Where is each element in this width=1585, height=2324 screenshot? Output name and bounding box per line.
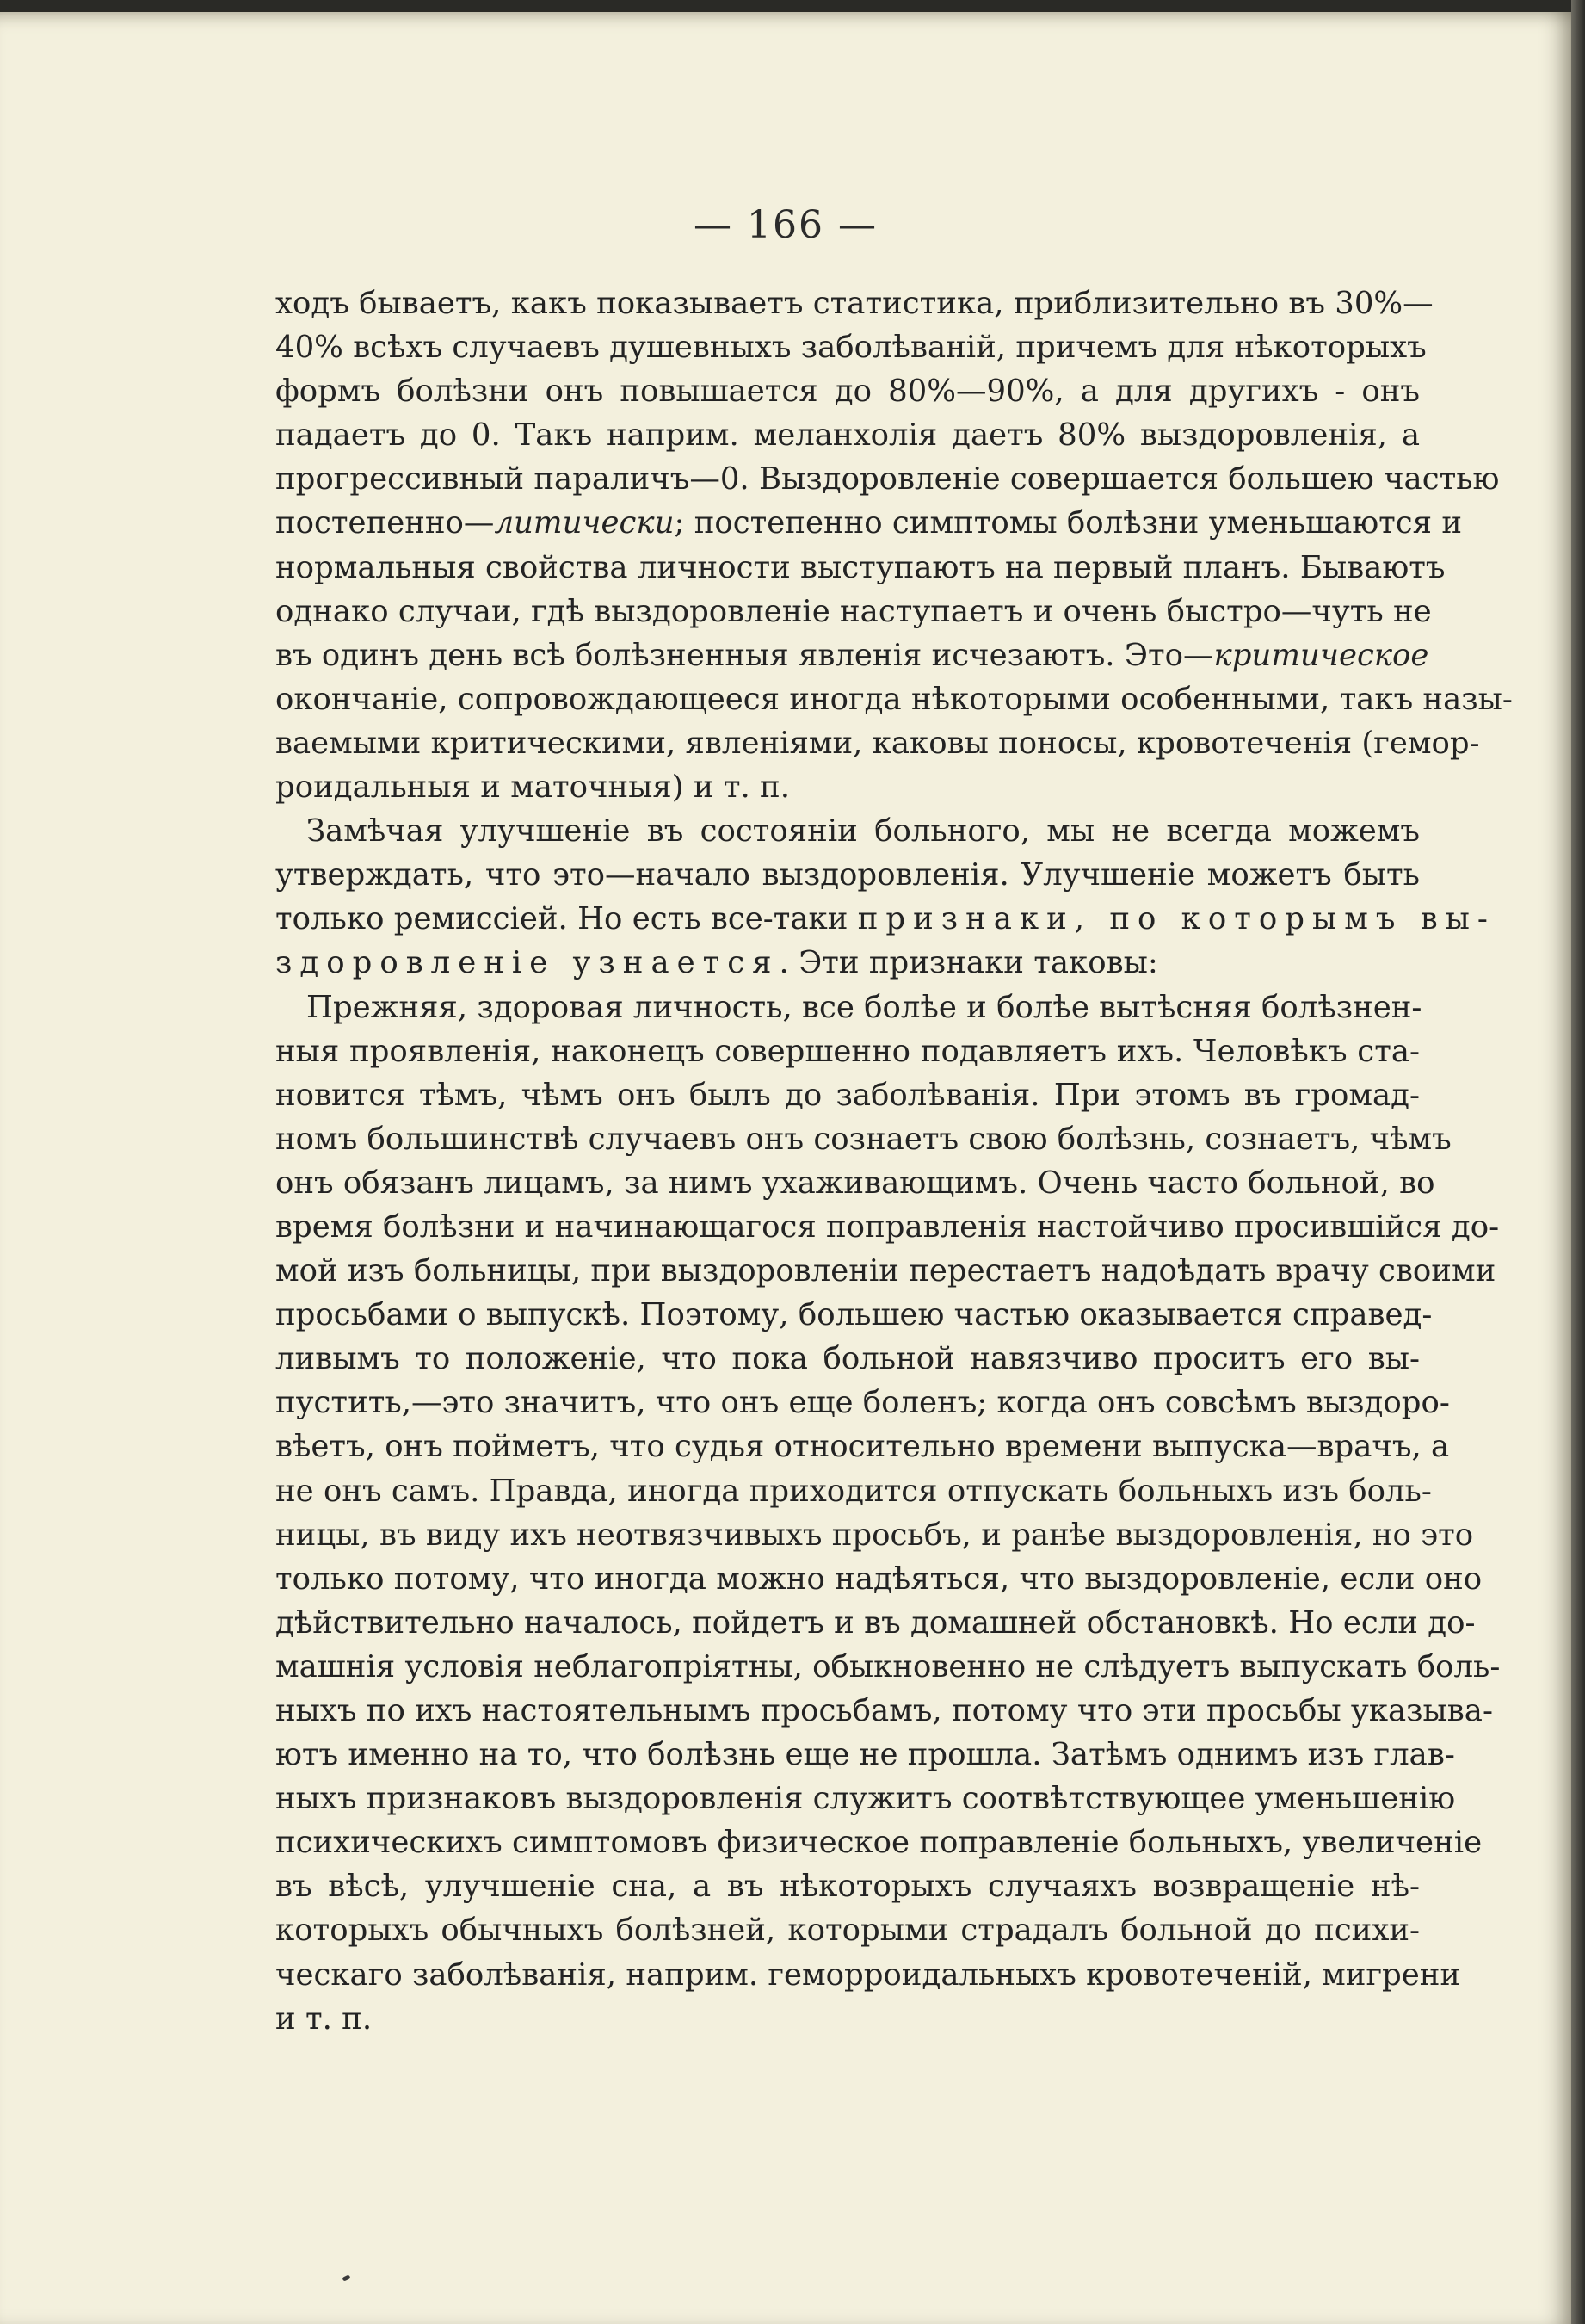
text-fragment: только ремиссіей. Но есть все-таки <box>275 901 848 937</box>
ink-speck <box>342 2274 350 2281</box>
text-line: Замѣчая улучшеніе въ состояніи больного, мы не всегда можемъ <box>306 813 1420 850</box>
text-line: формъ болѣзни онъ повышается до 80%—90%, а для другихъ - онъ <box>275 374 1420 410</box>
text-line: онъ обязанъ лицамъ, за нимъ ухаживающимъ. Очень часто больной, во <box>275 1165 1435 1201</box>
text-line: только потому, что иногда можно надѣяться, что выздоровленіе, если оно <box>275 1561 1483 1597</box>
page-number: — 166 — <box>694 203 878 247</box>
book-page <box>0 12 1571 2324</box>
text-line: не онъ самъ. Правда, иногда приходится отпускать больныхъ изъ боль- <box>275 1473 1432 1509</box>
text-line: пустить,—это значитъ, что онъ еще боленъ; когда онъ совсѣмъ выздоро- <box>275 1385 1450 1421</box>
text-line: окончаніе, сопровождающееся иногда нѣкоторыми особенными, такъ назы- <box>275 681 1513 717</box>
text-line <box>275 501 1463 545</box>
italic-term: литически <box>494 505 675 541</box>
text-line: ческаго заболѣванія, наприм. геморроидальныхъ кровотеченій, мигрени <box>275 1956 1461 1993</box>
text-fragment: . Эти признаки таковы: <box>779 945 1158 981</box>
text-line: утверждать, что это—начало выздоровленія. Улучшеніе можетъ быть <box>275 857 1420 893</box>
text-line: падаетъ до 0. Такъ наприм. меланхолія даетъ 80% выздоровленія, а <box>275 417 1420 454</box>
body-text <box>275 281 1513 2041</box>
text-line: нормальныя свойства личности выступаютъ на первый планъ. Бываютъ <box>275 549 1446 585</box>
text-line: ваемыми критическими, явленіями, каковы поносы, кровотеченія (гемор- <box>275 725 1480 761</box>
text-line: психическихъ симптомовъ физическое поправленіе больныхъ, увеличеніе <box>275 1825 1483 1861</box>
text-line: 40% всѣхъ случаевъ душевныхъ заболѣваній, причемъ для нѣкоторыхъ <box>275 330 1427 366</box>
italic-term: критическое <box>1213 637 1429 673</box>
text-line: новится тѣмъ, чѣмъ онъ былъ до заболѣванія. При этомъ въ громад- <box>275 1077 1420 1113</box>
text-line: ливымъ то положеніе, что пока больной навязчиво проситъ его вы- <box>275 1341 1420 1377</box>
text-line: прогрессивный параличъ—0. Выздоровленіе совершается большею частью <box>275 461 1500 498</box>
paragraph-improvement <box>275 809 1496 985</box>
text-line: Прежняя, здоровая личность, все болѣе и болѣе вытѣсняя болѣзнен- <box>306 989 1422 1025</box>
text-line: ходъ бываетъ, какъ показываетъ статистика, приблизительно въ 30%— <box>275 286 1434 321</box>
text-line: время болѣзни и начинающагося поправленія настойчиво просившійся до- <box>275 1208 1500 1245</box>
text-line: вѣетъ, онъ пойметъ, что судья относительно времени выпуска—врачъ, а <box>275 1429 1450 1465</box>
text-line: ницы, въ виду ихъ неотвязчивыхъ просьбъ, и ранѣе выздоровленія, но это <box>275 1517 1474 1553</box>
text-line <box>275 897 1496 941</box>
text-line: ныя проявленія, наконецъ совершенно подавляетъ ихъ. Человѣкъ ста- <box>275 1033 1420 1069</box>
text-fragment: ; постепенно симптомы болѣзни уменьшаются и <box>674 505 1463 541</box>
text-line: которыхъ обычныхъ болѣзней, которыми страдалъ больной до психи- <box>275 1913 1420 1949</box>
text-line: просьбами о выпускѣ. Поэтому, большею частью оказывается справед- <box>275 1297 1433 1333</box>
text-line: машнія условія неблагопріятны, обыкновенно не слѣдуетъ выпускать боль- <box>275 1648 1501 1684</box>
text-line: ныхъ по ихъ настоятельнымъ просьбамъ, потому что эти просьбы указыва- <box>275 1693 1493 1728</box>
spaced-emphasis: здоровленіе узнается <box>275 945 780 981</box>
text-line: роидальныя и маточныя) и т. п. <box>275 770 791 806</box>
text-line: ныхъ признаковъ выздоровленія служитъ соотвѣтствующее уменьшенію <box>275 1781 1456 1817</box>
text-line: однако случаи, гдѣ выздоровленіе наступаетъ и очень быстро—чуть не <box>275 593 1432 629</box>
text-line: номъ большинствѣ случаевъ онъ сознаетъ свою болѣзнь, сознаетъ, чѣмъ <box>275 1121 1452 1157</box>
text-line: въ вѣсѣ, улучшеніе сна, а въ нѣкоторыхъ случаяхъ возвращеніе нѣ- <box>275 1869 1420 1905</box>
paragraph-signs <box>275 986 1501 2041</box>
text-line: и т. п. <box>275 2000 373 2037</box>
spaced-emphasis: признаки, по которымъ вы- <box>857 901 1496 937</box>
text-line: ютъ именно на то, что болѣзнь еще не прошла. Затѣмъ однимъ изъ глав- <box>275 1737 1455 1773</box>
text-fragment: постепенно— <box>275 505 495 541</box>
text-line <box>275 941 1420 985</box>
paragraph-recovery-course <box>275 281 1513 809</box>
text-line: мой изъ больницы, при выздоровленіи перестаетъ надоѣдать врачу своими <box>275 1253 1496 1289</box>
text-fragment: въ одинъ день всѣ болѣзненныя явленія исчезаютъ. Это— <box>275 637 1214 673</box>
text-line: дѣйствительно началось, пойдетъ и въ домашней обстановкѣ. Но если до- <box>275 1604 1476 1641</box>
text-line <box>275 634 1429 677</box>
book-spine-shadow <box>1571 0 1585 2324</box>
